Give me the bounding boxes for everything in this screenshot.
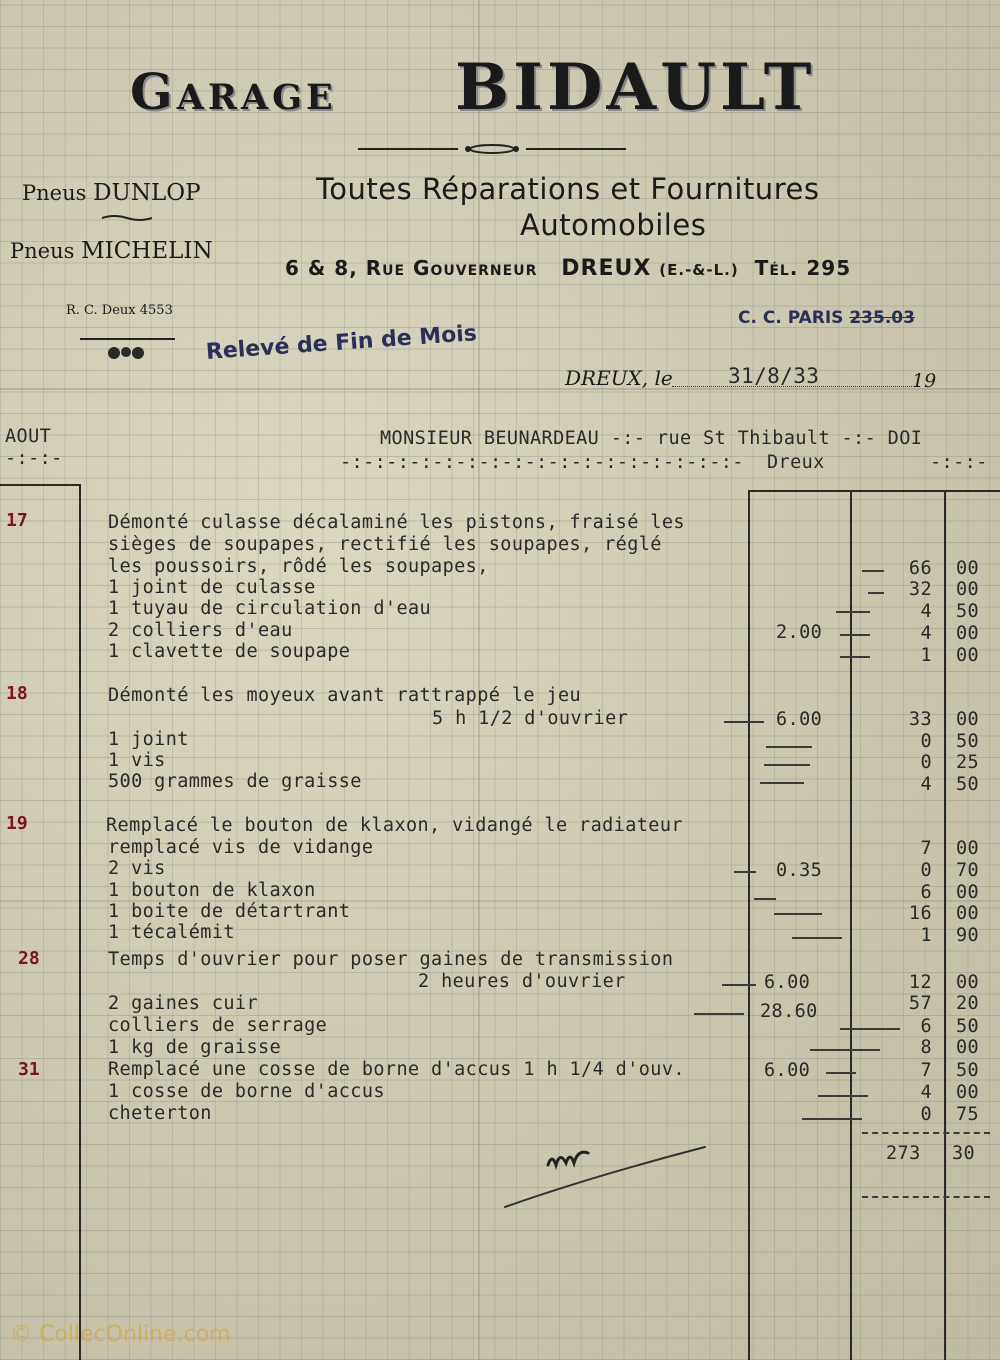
- line-amount-francs: 32: [908, 579, 932, 600]
- line-description: remplacé vis de vidange: [108, 837, 374, 858]
- tick-mark: [836, 611, 870, 613]
- tick-mark: [840, 656, 870, 658]
- month-underline: -:-:-: [5, 448, 63, 469]
- line-rate: 6.00: [764, 1060, 811, 1081]
- line-description: 1 tuyau de circulation d'eau: [108, 598, 432, 619]
- line-amount-cents: 00: [956, 838, 980, 859]
- line-description: Démonté culasse décalaminé les pistons, fraisé les: [108, 512, 685, 533]
- line-amount-francs: 33: [908, 709, 932, 730]
- tick-mark: [694, 1013, 744, 1015]
- tick-mark: [722, 984, 756, 986]
- total-francs: 273: [886, 1143, 921, 1164]
- line-amount-cents: 50: [956, 1060, 980, 1081]
- line-amount-francs: 1: [920, 645, 932, 666]
- line-amount-francs: 12: [908, 972, 932, 993]
- line-rate: 28.60: [760, 1001, 818, 1022]
- line-description: les poussoirs, rôdé les soupapes,: [108, 556, 489, 577]
- month-label: AOUT: [5, 426, 52, 447]
- line-amount-francs: 0: [920, 1104, 932, 1125]
- tick-mark: [802, 1118, 862, 1120]
- line-amount-francs: 4: [920, 601, 932, 622]
- ledger-rate-column-rule: [748, 490, 750, 1360]
- letterhead-ornament: [358, 143, 626, 155]
- tick-mark: [868, 592, 884, 594]
- ledger-day-column-rule: [79, 484, 81, 1360]
- date-place-label: DREUX, le: [565, 366, 673, 390]
- tick-mark: [818, 1095, 868, 1097]
- line-amount-cents: 00: [956, 579, 980, 600]
- line-description: 2 gaines cuir: [108, 993, 258, 1014]
- line-amount-cents: 00: [956, 1037, 980, 1058]
- fleuron-icon: [104, 344, 148, 362]
- line-amount-francs: 0: [920, 731, 932, 752]
- address-line: 6 & 8, Rue Gouverneur DREUX (E.-&-L.) Tél. 295: [285, 256, 852, 281]
- rc-underline: [80, 338, 175, 340]
- line-amount-cents: 00: [956, 903, 980, 924]
- line-description: 1 bouton de klaxon: [108, 880, 316, 901]
- line-amount-francs: 16: [908, 903, 932, 924]
- ledger-amount-column-rule: [850, 490, 852, 1360]
- line-description: Remplacé le bouton de klaxon, vidangé le radiateur: [106, 815, 683, 836]
- line-description: sièges de soupapes, rectifié les soupapes, réglé: [108, 534, 662, 555]
- customer-right-mark: -:-:-: [930, 452, 988, 473]
- line-amount-cents: 75: [956, 1104, 980, 1125]
- line-amount-cents: 00: [956, 972, 980, 993]
- tick-mark: [840, 634, 870, 636]
- line-amount-cents: 50: [956, 1016, 980, 1037]
- line-description: 1 clavette de soupape: [108, 641, 351, 662]
- line-amount-francs: 0: [920, 860, 932, 881]
- line-description: Remplacé une cosse de borne d'accus 1 h 1/4 d'ouv.: [108, 1059, 685, 1080]
- line-description: 1 vis: [108, 750, 166, 771]
- line-description: 1 joint de culasse: [108, 577, 316, 598]
- tick-mark: [760, 782, 804, 784]
- line-description: 1 cosse de borne d'accus: [108, 1081, 385, 1102]
- tick-mark: [766, 746, 812, 748]
- line-amount-francs: 4: [920, 774, 932, 795]
- line-description: 5 h 1/2 d'ouvrier: [432, 708, 629, 729]
- brand-dunlop: Pneus DUNLOP: [22, 180, 201, 206]
- line-amount-francs: 57: [908, 993, 932, 1014]
- line-rate: 0.35: [776, 860, 823, 881]
- line-amount-cents: 20: [956, 993, 980, 1014]
- line-amount-cents: 00: [956, 882, 980, 903]
- total-cents: 30: [952, 1143, 976, 1164]
- handwritten-signature: [500, 1135, 720, 1215]
- letterhead-bidault: BIDAULT: [455, 50, 816, 125]
- tick-mark: [792, 937, 842, 939]
- total-underline: [862, 1196, 990, 1198]
- watermark: © CollecOnline.com: [10, 1322, 231, 1347]
- releve-fin-de-mois-stamp: Relevé de Fin de Mois: [205, 321, 478, 365]
- line-amount-francs: 4: [920, 1082, 932, 1103]
- customer-city: Dreux: [767, 452, 825, 473]
- day-number: 17: [6, 510, 28, 531]
- line-amount-cents: 90: [956, 925, 980, 946]
- line-amount-francs: 6: [920, 1016, 932, 1037]
- line-description: colliers de serrage: [108, 1015, 328, 1036]
- brand-michelin: Pneus MICHELIN: [10, 238, 213, 264]
- tick-mark: [764, 764, 810, 766]
- cc-paris-stamp: C. C. PARIS 235.03: [738, 308, 915, 328]
- tick-mark: [774, 913, 822, 915]
- tick-mark: [862, 570, 884, 572]
- total-separator: [862, 1132, 990, 1134]
- paper-fold-horizontal: [0, 388, 1000, 390]
- line-amount-cents: 50: [956, 601, 980, 622]
- customer-separator: -:-:-:-:-:-:-:-:-:-:-:-:-:-:-:-:-:-: [340, 452, 744, 473]
- ledger-top-rule-right: [748, 490, 1000, 492]
- day-number: 19: [6, 813, 28, 834]
- line-description: 2 vis: [108, 858, 166, 879]
- line-description: Démonté les moyeux avant rattrappé le jeu: [108, 685, 582, 706]
- tick-mark: [840, 1028, 900, 1030]
- line-amount-cents: 00: [956, 645, 980, 666]
- small-ornament-1: [102, 214, 152, 222]
- line-amount-francs: 6: [920, 882, 932, 903]
- tick-mark: [754, 898, 776, 900]
- day-number: 31: [18, 1059, 40, 1080]
- line-amount-francs: 8: [920, 1037, 932, 1058]
- line-description: 1 boite de détartrant: [108, 901, 351, 922]
- date-value: 31/8/33: [728, 364, 820, 388]
- rc-number: R. C. Deux 4553: [66, 303, 173, 318]
- line-rate: 6.00: [776, 709, 823, 730]
- line-amount-cents: 00: [956, 709, 980, 730]
- tagline-line1: Toutes Réparations et Fournitures: [316, 172, 820, 206]
- line-description: 2 heures d'ouvrier: [418, 971, 626, 992]
- date-dotted-line: [672, 386, 912, 387]
- line-amount-francs: 7: [920, 838, 932, 859]
- line-amount-cents: 00: [956, 623, 980, 644]
- line-amount-cents: 50: [956, 731, 980, 752]
- line-amount-cents: 50: [956, 774, 980, 795]
- line-rate: 2.00: [776, 622, 823, 643]
- customer-address: MONSIEUR BEUNARDEAU -:- rue St Thibault -:- DOI: [380, 428, 923, 449]
- tick-mark: [724, 721, 764, 723]
- line-amount-francs: 4: [920, 623, 932, 644]
- ledger-top-rule-left: [0, 484, 80, 486]
- line-amount-cents: 25: [956, 752, 980, 773]
- line-description: 500 grammes de graisse: [108, 771, 362, 792]
- line-rate: 6.00: [764, 972, 811, 993]
- tick-mark: [810, 1049, 880, 1051]
- tagline-line2: Automobiles: [520, 208, 707, 242]
- tick-mark: [734, 871, 756, 873]
- line-amount-francs: 7: [920, 1060, 932, 1081]
- line-description: 1 kg de graisse: [108, 1037, 282, 1058]
- day-number: 28: [18, 948, 40, 969]
- ledger-cents-column-rule: [944, 490, 946, 1360]
- line-amount-cents: 00: [956, 1082, 980, 1103]
- line-amount-francs: 0: [920, 752, 932, 773]
- line-description: 2 colliers d'eau: [108, 620, 293, 641]
- line-amount-cents: 00: [956, 558, 980, 579]
- line-description: cheterton: [108, 1103, 212, 1124]
- date-century: 19: [912, 370, 937, 392]
- day-number: 18: [6, 683, 28, 704]
- line-description: 1 técalémit: [108, 922, 235, 943]
- line-amount-francs: 1: [920, 925, 932, 946]
- line-description: 1 joint: [108, 729, 189, 750]
- line-amount-cents: 70: [956, 860, 980, 881]
- line-description: Temps d'ouvrier pour poser gaines de transmission: [108, 949, 674, 970]
- letterhead-garage: Garage: [130, 62, 337, 121]
- tick-mark: [826, 1072, 856, 1074]
- line-amount-francs: 66: [908, 558, 932, 579]
